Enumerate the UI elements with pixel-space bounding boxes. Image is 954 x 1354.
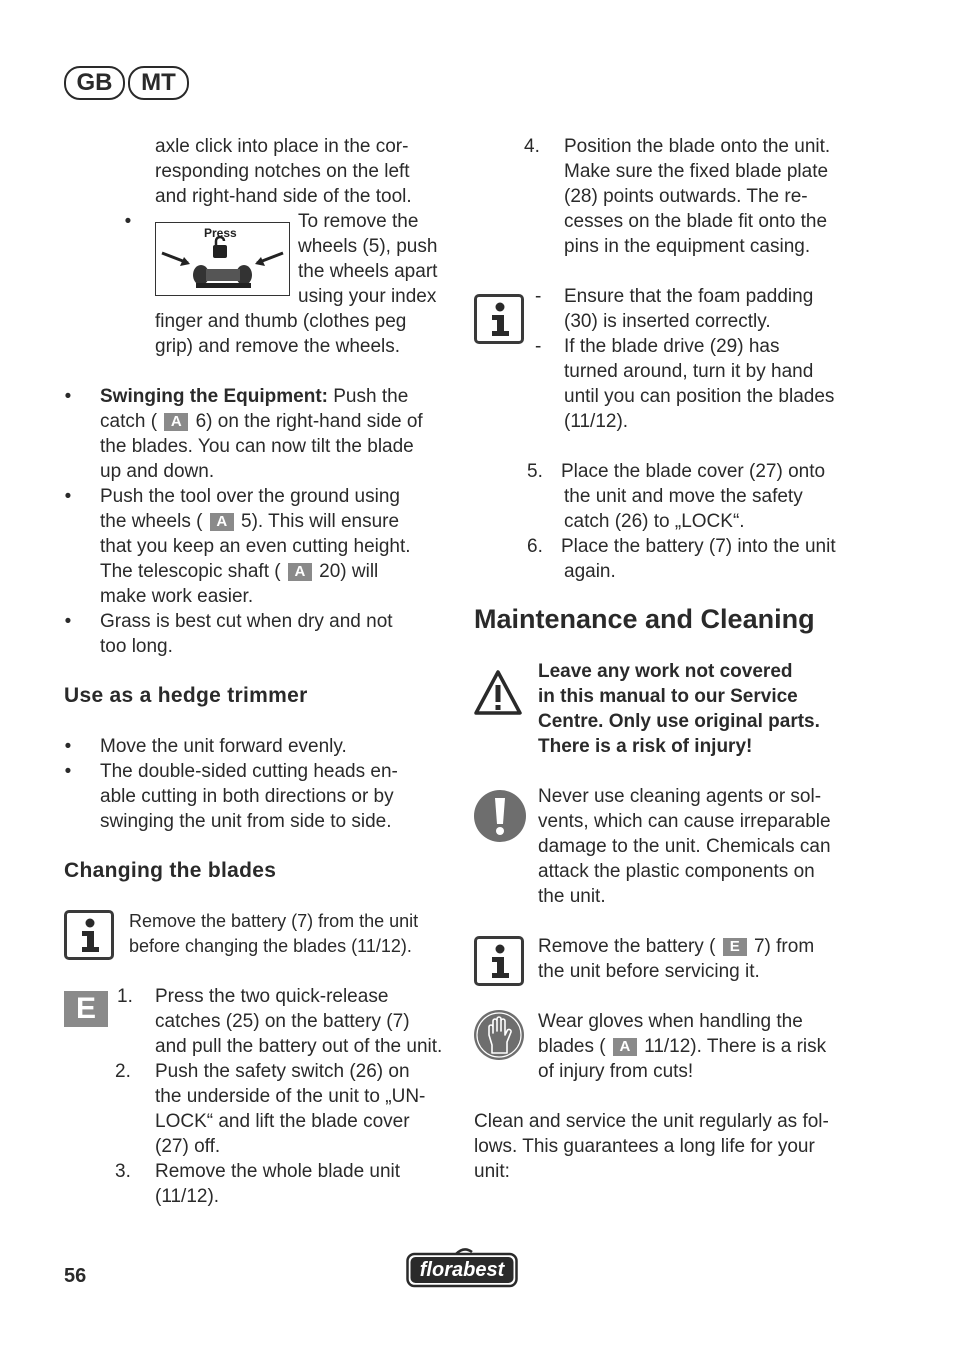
text-line: and pull the battery out of the unit.	[155, 1036, 443, 1057]
text-line: able cutting in both directions or by	[100, 786, 394, 807]
text-line: Place the battery (7) into the unit	[561, 536, 836, 557]
press-illustration-graphic	[156, 223, 289, 295]
blade-drive-item	[564, 334, 834, 434]
text-line: the unit.	[538, 886, 606, 907]
bullet: •	[64, 611, 72, 632]
text-span: 7) from	[753, 936, 815, 957]
text-line: that you keep an even cutting height.	[100, 536, 411, 557]
text-line: before changing the blades (11/12).	[129, 936, 412, 956]
text-line: in this manual to our Service	[538, 686, 798, 707]
info-icon	[64, 910, 114, 960]
text-span: 5). This will ensure	[241, 511, 400, 532]
blades-note	[129, 909, 418, 959]
closing-text	[474, 1109, 829, 1184]
text-line: the blades. You can now tilt the blade	[100, 436, 414, 457]
figure-badge: E	[723, 938, 747, 956]
text-line	[100, 409, 423, 434]
intro-text	[155, 134, 412, 209]
text-line: Grass is best cut when dry and not	[100, 611, 393, 632]
bullet: •	[64, 761, 72, 782]
figure-badge: A	[210, 513, 234, 531]
hedge-trimmer-heading: Use as a hedge trimmer	[64, 684, 308, 707]
text-line: (11/12).	[564, 411, 629, 432]
text-line: Press the two quick-release	[155, 986, 389, 1007]
grass-item	[100, 609, 393, 659]
step-number: 6.	[527, 536, 543, 557]
text-line: Centre. Only use original parts.	[538, 711, 820, 732]
maintenance-heading: Maintenance and Cleaning	[474, 604, 815, 634]
step-1	[155, 984, 442, 1059]
text-line	[100, 509, 411, 534]
unlock-icon	[213, 245, 227, 258]
text-span: Remove the battery (	[538, 936, 716, 957]
text-line: Remove the whole blade unit	[155, 1161, 401, 1182]
remove-battery-note	[538, 934, 814, 984]
bullet: •	[64, 486, 72, 507]
text-line: pins in the equipment casing.	[564, 236, 811, 257]
text-line: Make sure the fixed blade plate	[564, 161, 829, 182]
info-icon	[474, 936, 524, 986]
text-line: Move the unit forward evenly.	[100, 736, 347, 757]
text-line: the wheels apart	[298, 261, 438, 282]
dash: -	[535, 286, 542, 307]
step-2	[155, 1059, 425, 1159]
text-line	[100, 384, 423, 409]
text-line: until you can position the blades	[564, 386, 835, 407]
text-line: swinging the unit from side to side.	[100, 811, 392, 832]
step-6	[561, 534, 836, 584]
text-line: responding notches on the left	[155, 161, 410, 182]
page-number: 56	[64, 1265, 87, 1287]
swinging-bold-label: Swinging the Equipment:	[100, 386, 328, 407]
hedge-item-1	[100, 734, 347, 759]
push-tool-item	[100, 484, 411, 609]
text-line: wheels (5), push	[298, 236, 438, 257]
text-line: Wear gloves when handling the	[538, 1011, 803, 1032]
press-wheels-illustration	[155, 222, 290, 296]
text-line: Remove the battery (7) from the unit	[129, 911, 419, 931]
step-4	[564, 134, 830, 259]
text-line: (11/12).	[155, 1186, 220, 1207]
gloves-text	[538, 1009, 826, 1084]
step-number: 2.	[115, 1061, 131, 1082]
text-line: Place the blade cover (27) onto	[561, 461, 826, 482]
text-line: too long.	[100, 636, 173, 657]
text-line: Position the blade onto the unit.	[564, 136, 831, 157]
text-line: LOCK“ and lift the blade cover	[155, 1111, 410, 1132]
text-line: Leave any work not covered	[538, 661, 793, 682]
text-line: vents, which can cause irreparable	[538, 811, 831, 832]
lang-badge-mt: MT	[128, 66, 189, 100]
text-line: the underside of the unit to „UN-	[155, 1086, 426, 1107]
florabest-logo	[406, 1248, 518, 1288]
text-line: To remove the	[298, 211, 419, 232]
text-line: unit:	[474, 1161, 510, 1182]
bullet: •	[124, 211, 132, 232]
text-span: catch (	[100, 411, 158, 432]
text-line: and right-hand side of the tool.	[155, 186, 412, 207]
text-line: Clean and service the unit regularly as fol-	[474, 1111, 829, 1132]
text-line: catch (26) to „LOCK“.	[564, 511, 745, 532]
brand-name: florabest	[419, 1259, 505, 1281]
text-span: 20) will	[319, 561, 379, 582]
text-line	[538, 934, 814, 959]
text-line: attack the plastic components on	[538, 861, 815, 882]
text-line: If the blade drive (29) has	[564, 336, 780, 357]
text-line: (30) is inserted correctly.	[564, 311, 771, 332]
text-line: up and down.	[100, 461, 215, 482]
text-line: (28) points outwards. The re-	[564, 186, 808, 207]
text-line: Push the safety switch (26) on	[155, 1061, 410, 1082]
bullet: •	[64, 386, 72, 407]
text-line: Never use cleaning agents or sol-	[538, 786, 822, 807]
press-label: Press	[204, 226, 237, 240]
text-line: the unit before servicing it.	[538, 961, 760, 982]
step-3	[155, 1159, 400, 1209]
figure-e-label: E	[64, 991, 108, 1027]
text-line: Push the tool over the ground using	[100, 486, 400, 507]
text-span: The telescopic shaft (	[100, 561, 281, 582]
gloves-icon	[473, 1009, 525, 1061]
text-line: the unit and move the safety	[564, 486, 803, 507]
text-line	[538, 1034, 826, 1059]
text-line: There is a risk of injury!	[538, 736, 753, 757]
text-span: Push the	[327, 386, 409, 407]
text-line: turned around, turn it by hand	[564, 361, 814, 382]
step-5	[561, 459, 825, 534]
changing-blades-heading: Changing the blades	[64, 859, 277, 882]
info-icon	[474, 294, 524, 344]
step-number: 3.	[115, 1161, 131, 1182]
wheels-text-side	[298, 209, 437, 309]
wheels-text-full	[155, 309, 406, 359]
text-line: again.	[564, 561, 616, 582]
step-number: 4.	[524, 136, 540, 157]
text-line: grip) and remove the wheels.	[155, 336, 401, 357]
text-line: Ensure that the foam padding	[564, 286, 814, 307]
text-line: of injury from cuts!	[538, 1061, 694, 1082]
text-line: cesses on the blade fit onto the	[564, 211, 828, 232]
step-number: 1.	[117, 986, 133, 1007]
text-span: the wheels (	[100, 511, 203, 532]
exclamation-circle-icon	[473, 789, 527, 843]
step-number: 5.	[527, 461, 543, 482]
text-line	[100, 559, 411, 584]
warning-triangle-icon	[473, 669, 523, 717]
figure-badge: A	[288, 563, 312, 581]
hedge-item-2	[100, 759, 398, 834]
text-line: axle click into place in the cor-	[155, 136, 409, 157]
text-line: lows. This guarantees a long life for your	[474, 1136, 815, 1157]
text-line: damage to the unit. Chemicals can	[538, 836, 831, 857]
text-line: using your index	[298, 286, 437, 307]
foam-padding-item	[564, 284, 813, 334]
text-line: make work easier.	[100, 586, 254, 607]
text-line: catches (25) on the battery (7)	[155, 1011, 410, 1032]
lang-badge-gb: GB	[64, 66, 125, 100]
figure-badge: A	[164, 413, 188, 431]
warning-text	[538, 659, 820, 759]
dash: -	[535, 336, 542, 357]
caution-text	[538, 784, 831, 909]
text-line: (27) off.	[155, 1136, 221, 1157]
text-span: 6) on the right-hand side of	[195, 411, 423, 432]
figure-badge: A	[613, 1038, 637, 1056]
bullet: •	[64, 736, 72, 757]
text-span: blades (	[538, 1036, 606, 1057]
text-line: The double-sided cutting heads en-	[100, 761, 398, 782]
text-span: 11/12). There is a risk	[644, 1036, 827, 1057]
swinging-item	[100, 384, 423, 484]
text-line: finger and thumb (clothes peg	[155, 311, 407, 332]
